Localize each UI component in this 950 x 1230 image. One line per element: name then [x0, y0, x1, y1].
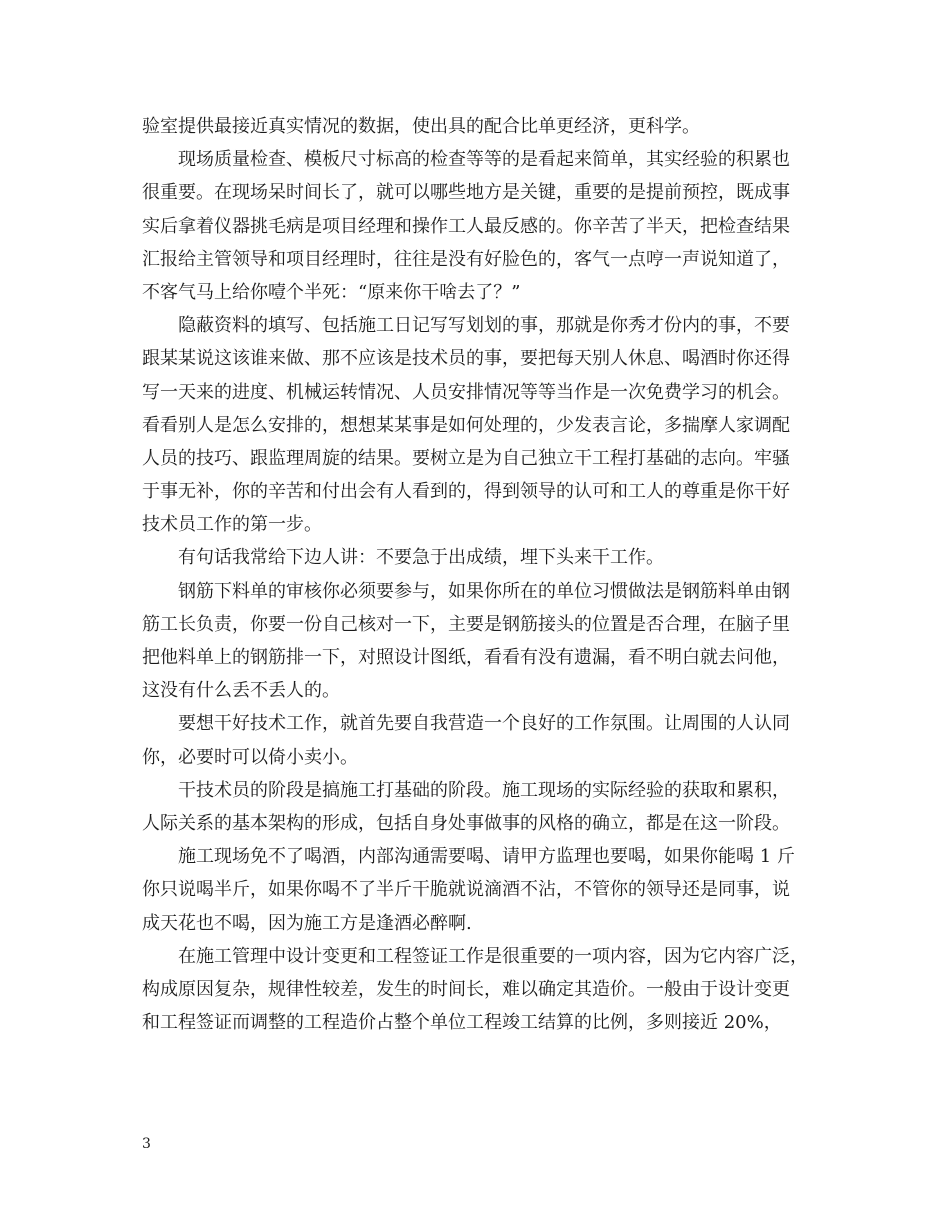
- text-line: 跟某某说这该谁来做、那不应该是技术员的事，要把每天别人休息、喝酒时你还得: [142, 348, 790, 370]
- body-text: [142, 110, 822, 1039]
- text-line: 干技术员的阶段是搞施工打基础的阶段。施工现场的实际经验的获取和累积，: [178, 779, 790, 801]
- text-line: 在施工管理中设计变更和工程签证工作是很重要的一项内容，因为它内容广泛，: [178, 945, 808, 967]
- text-line: 这没有什么丢不丢人的。: [142, 680, 340, 702]
- text-line: 汇报给主管领导和项目经理时，往往是没有好脸色的，客气一点哼一声说知道了，: [142, 248, 790, 270]
- text-line: 钢筋下料单的审核你必须要参与，如果你所在的单位习惯做法是钢筋料单由钢: [178, 580, 790, 602]
- text-line: 现场质量检查、模板尺寸标高的检查等等的是看起来简单，其实经验的积累也: [178, 149, 790, 171]
- text-line: 和工程签证而调整的工程造价占整个单位工程竣工结算的比例，多则接近 20%，: [142, 1012, 782, 1034]
- text-line: 施工现场免不了喝酒，内部沟通需要喝、请甲方监理也要喝，如果你能喝 1 斤: [178, 846, 795, 868]
- text-line: 写一天来的进度、机械运转情况、人员安排情况等等当作是一次免费学习的机会。: [142, 381, 790, 403]
- text-line: 不客气马上给你噎个半死：“原来你干啥去了？”: [142, 281, 521, 303]
- text-line: 实后拿着仪器挑毛病是项目经理和操作工人最反感的。你辛苦了半天，把检查结果: [142, 215, 790, 237]
- text-line: 很重要。在现场呆时间长了，就可以哪些地方是关键，重要的是提前预控，既成事: [142, 182, 790, 204]
- text-line: 技术员工作的第一步。: [142, 514, 322, 536]
- text-line: 人际关系的基本架构的形成，包括自身处事做事的风格的确立，都是在这一阶段。: [142, 812, 790, 834]
- text-line: 有句话我常给下边人讲：不要急于出成绩，埋下头来干工作。: [178, 547, 664, 569]
- text-line: 构成原因复杂，规律性较差，发生的时间长，难以确定其造价。一般由于设计变更: [142, 978, 790, 1000]
- text-line: 要想干好技术工作，就首先要自我营造一个良好的工作氛围。让周围的人认同: [178, 713, 790, 735]
- text-line: 人员的技巧、跟监理周旋的结果。要树立是为自己独立干工程打基础的志向。牢骚: [142, 447, 790, 469]
- text-line: 成天花也不喝，因为施工方是逢酒必醉啊.: [142, 912, 472, 934]
- text-line: 你只说喝半斤，如果你喝不了半斤干脆就说滴酒不沾，不管你的领导还是同事，说: [142, 879, 790, 901]
- text-line: 于事无补，你的辛苦和付出会有人看到的，得到领导的认可和工人的尊重是你干好: [142, 481, 790, 503]
- page-number: 3: [142, 1136, 151, 1152]
- text-line: 验室提供最接近真实情况的数据，使出具的配合比单更经济，更科学。: [142, 116, 700, 137]
- text-line: 你，必要时可以倚小卖小。: [142, 746, 358, 768]
- text-line: 把他料单上的钢筋排一下，对照设计图纸，看看有没有遗漏，看不明白就去问他，: [142, 647, 790, 668]
- text-line: 筋工长负责，你要一份自己核对一下，主要是钢筋接头的位置是否合理，在脑子里: [142, 613, 790, 635]
- text-line: 看看别人是怎么安排的，想想某某事是如何处理的，少发表言论，多揣摩人家调配: [142, 414, 790, 436]
- text-line: 隐蔽资料的填写、包括施工日记写写划划的事，那就是你秀才份内的事，不要: [178, 315, 790, 337]
